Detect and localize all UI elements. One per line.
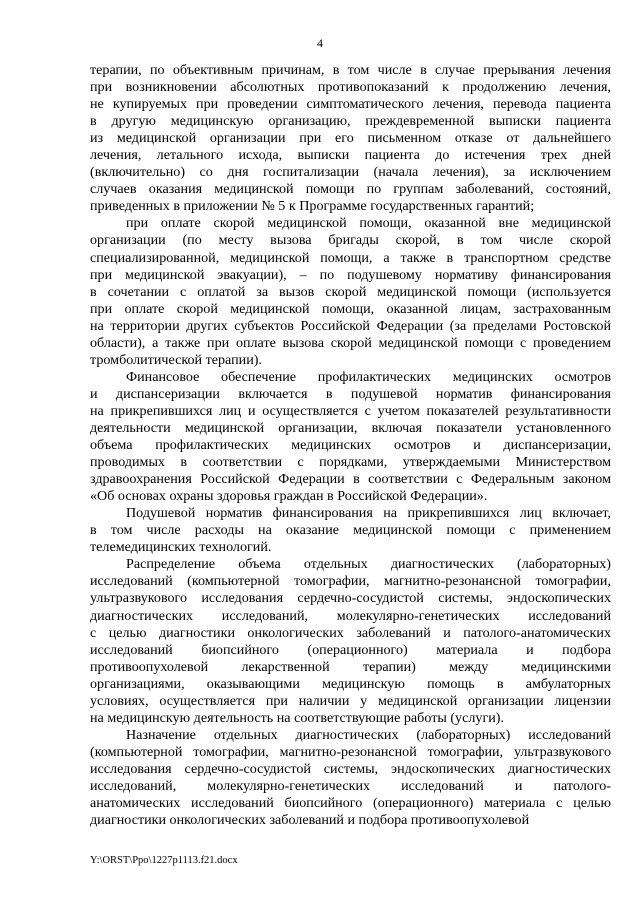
text-line: диагностики онкологических заболеваний и подбора противоопухолевой — [90, 812, 530, 829]
file-path-footer: Y:\ORST\Ppo\1227p1113.f21.docx — [90, 855, 238, 866]
text-line: и диспансеризации включается в подушевой норматив финансирования — [90, 385, 611, 402]
text-line: (включительно) со дня госпитализации (начала лечения), за исключением — [90, 164, 611, 181]
text-line: проводимых в соответствии с порядками, утверждаемыми Министерством — [90, 454, 611, 471]
text-line: (компьютерной томографии, магнитно-резонансной томографии, ультразвукового — [90, 743, 611, 760]
text-line: лечения, летального исхода, выписки пациента до истечения трех дней — [90, 147, 611, 164]
text-line: исследований, молекулярно-генетических исследований и патолого- — [90, 777, 611, 794]
text-line: из медицинской организации при его письменном отказе от дальнейшего — [90, 130, 611, 147]
text-line: при медицинской эвакуации), – по подушевому нормативу финансирования — [90, 266, 611, 283]
text-line: терапии, по объективным причинам, в том числе в случае прерывания лечения — [90, 62, 611, 78]
text-line: при оплате скорой медицинской помощи, оказанной лицам, застрахованным — [90, 300, 611, 317]
text-line: организациями, оказывающими медицинскую помощь в амбулаторных — [90, 675, 611, 692]
document-body — [90, 62, 611, 829]
text-line: в сочетании с оплатой за вызов скорой медицинской помощи (используется — [90, 283, 611, 300]
text-line: с целью диагностики онкологических заболеваний и патолого-анатомических — [90, 624, 611, 641]
text-line: Подушевой норматив финансирования на прикрепившихся лиц включает, — [126, 505, 611, 522]
text-line: анатомических исследований биопсийного (операционного) материала с целью — [90, 795, 611, 812]
text-line: Назначение отдельных диагностических (лабораторных) исследований — [126, 726, 611, 743]
text-line: при оплате скорой медицинской помощи, оказанной вне медицинской — [126, 215, 611, 232]
text-line: не купируемых при проведении симптоматического лечения, перевода пациента — [90, 96, 611, 113]
paragraph — [90, 505, 611, 556]
text-line: специализированной, медицинской помощи, а также в транспортном средстве — [90, 249, 611, 266]
paragraph — [90, 556, 611, 726]
text-line: ультразвукового исследования сердечно-сосудистой системы, эндоскопических — [90, 590, 611, 607]
text-line: при возникновении абсолютных противопоказаний к продолжению лечения, — [90, 79, 611, 96]
text-line: условиях, осуществляется при наличии у медицинской организации лицензии — [90, 692, 611, 709]
text-line: деятельности медицинской организации, включая показатели установленного — [90, 419, 611, 436]
text-line: диагностических исследований, молекулярно-генетических исследований — [90, 607, 611, 624]
paragraph — [90, 727, 611, 829]
text-line: на прикрепившихся лиц и осуществляется с учетом показателей результативности — [90, 402, 611, 419]
paragraph — [90, 215, 611, 368]
text-line: организации (по месту вызова бригады скорой, в том числе скорой — [90, 232, 611, 249]
text-line: Финансовое обеспечение профилактических медицинских осмотров — [126, 368, 611, 385]
text-line: в том числе расходы на оказание медицинской помощи с применением — [90, 522, 611, 539]
text-line: на территории других субъектов Российской Федерации (за пределами Ростовской — [90, 317, 611, 334]
text-line: «Об основах охраны здоровья граждан в Российской Федерации». — [90, 488, 488, 505]
text-line: исследований биопсийного (операционного) материала и подбора — [90, 641, 611, 658]
text-line: случаев оказания медицинской помощи по группам заболеваний, состояний, — [90, 181, 611, 198]
text-line: приведенных в приложении № 5 к Программе государственных гарантий; — [90, 198, 535, 215]
text-line: тромболитической терапии). — [90, 351, 262, 368]
paragraph — [90, 62, 611, 215]
text-line: на медицинскую деятельность на соответствующие работы (услуги). — [90, 709, 504, 726]
text-line: области), а также при оплате вызова скорой медицинской помощи с проведением — [90, 334, 611, 351]
text-line: здравоохранения Российской Федерации в соответствии с Федеральным законом — [90, 471, 611, 488]
text-line: объема профилактических медицинских осмотров и диспансеризации, — [90, 437, 611, 454]
text-line: в другую медицинскую организацию, преждевременной выписки пациента — [90, 113, 611, 130]
text-line: исследования сердечно-сосудистой системы, эндоскопических диагностических — [90, 760, 611, 777]
page-number: 4 — [317, 36, 323, 50]
paragraph — [90, 369, 611, 505]
text-line: Распределение объема отдельных диагностических (лабораторных) — [126, 556, 611, 573]
text-line: противоопухолевой лекарственной терапии) между медицинскими — [90, 658, 611, 675]
text-line: исследований (компьютерной томографии, магнитно-резонансной томографии, — [90, 573, 611, 590]
text-line: телемедицинских технологий. — [90, 539, 272, 556]
